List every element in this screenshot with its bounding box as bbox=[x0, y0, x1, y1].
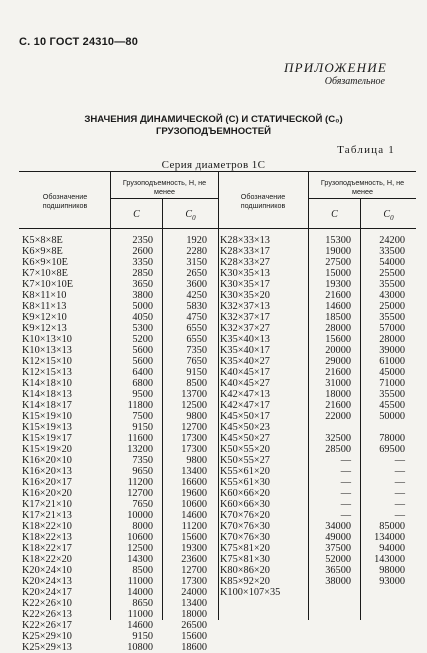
table-row bbox=[217, 466, 427, 477]
dynamic-capacity-cell: 27500 bbox=[325, 257, 351, 268]
designation-cell: K30×35×13 bbox=[220, 268, 270, 279]
dynamic-header-right: C bbox=[331, 209, 338, 220]
table-row bbox=[217, 521, 427, 532]
designation-cell: K7×10×8E bbox=[22, 268, 68, 279]
table-row bbox=[19, 620, 416, 631]
table-row bbox=[217, 444, 427, 455]
designation-cell: K5×8×8E bbox=[22, 235, 63, 246]
table-row bbox=[217, 576, 427, 587]
designation-cell: K12×15×10 bbox=[22, 356, 72, 367]
static-capacity-cell: 3150 bbox=[186, 257, 207, 268]
dynamic-capacity-cell: 11800 bbox=[127, 400, 153, 411]
designation-cell: K8×11×13 bbox=[22, 301, 67, 312]
designation-cell: K16×20×17 bbox=[22, 477, 72, 488]
designation-cell: K20×24×10 bbox=[22, 565, 72, 576]
static-capacity-cell: 4250 bbox=[186, 290, 207, 301]
static-capacity-cell: 10600 bbox=[181, 499, 207, 510]
table-row bbox=[217, 499, 427, 510]
designation-cell: K7×10×10E bbox=[22, 279, 74, 290]
designation-cell: K60×66×30 bbox=[220, 499, 270, 510]
designation-cell: K15×19×20 bbox=[22, 444, 72, 455]
series-title: Серия диаметров 1С bbox=[161, 159, 266, 171]
table-row bbox=[19, 609, 416, 620]
table-row bbox=[217, 257, 427, 268]
static-capacity-cell: 45500 bbox=[379, 400, 405, 411]
capacity-header-right: Грузоподъемность, Н, не менее bbox=[320, 178, 405, 196]
dynamic-capacity-cell: 11200 bbox=[127, 477, 153, 488]
static-capacity-cell: 98000 bbox=[379, 565, 405, 576]
static-capacity-cell: 9800 bbox=[186, 411, 207, 422]
designation-cell: K12×15×13 bbox=[22, 367, 72, 378]
dynamic-capacity-cell: 9150 bbox=[132, 422, 153, 433]
dynamic-capacity-cell: 38000 bbox=[325, 576, 351, 587]
dynamic-capacity-cell: 28000 bbox=[325, 323, 351, 334]
static-capacity-cell: 35500 bbox=[379, 312, 405, 323]
designation-cell: K28×33×27 bbox=[220, 257, 270, 268]
table-row bbox=[217, 301, 427, 312]
designation-cell: K32×37×27 bbox=[220, 323, 270, 334]
dynamic-capacity-cell: 15000 bbox=[325, 268, 351, 279]
static-capacity-cell: 45000 bbox=[379, 367, 405, 378]
designation-cell: K15×19×13 bbox=[22, 422, 72, 433]
static-capacity-cell: 12700 bbox=[181, 565, 207, 576]
table-row bbox=[217, 587, 427, 598]
dynamic-capacity-cell: 14300 bbox=[127, 554, 153, 565]
dynamic-capacity-cell: — bbox=[340, 499, 351, 510]
static-capacity-cell: 19300 bbox=[181, 543, 207, 554]
dynamic-header-left: C bbox=[133, 209, 140, 220]
static-capacity-cell: 7650 bbox=[186, 356, 207, 367]
designation-cell: K9×12×10 bbox=[22, 312, 67, 323]
static-capacity-cell: — bbox=[394, 477, 405, 488]
designation-cell: K55×61×20 bbox=[220, 466, 270, 477]
dynamic-capacity-cell: 19000 bbox=[325, 246, 351, 257]
static-header-left: $C_0$ bbox=[185, 209, 196, 222]
table-row bbox=[217, 543, 427, 554]
designation-cell: K17×21×13 bbox=[22, 510, 72, 521]
dynamic-capacity-cell: 18500 bbox=[325, 312, 351, 323]
static-capacity-cell: — bbox=[394, 499, 405, 510]
table-row bbox=[217, 290, 427, 301]
static-capacity-cell: — bbox=[394, 510, 405, 521]
designation-cell: K17×21×10 bbox=[22, 499, 72, 510]
dynamic-capacity-cell: 52000 bbox=[325, 554, 351, 565]
dynamic-capacity-cell: 6400 bbox=[132, 367, 153, 378]
designation-cell: K32×37×17 bbox=[220, 312, 270, 323]
static-capacity-cell: 143000 bbox=[374, 554, 405, 565]
static-capacity-cell: 94000 bbox=[379, 543, 405, 554]
dynamic-capacity-cell: 11000 bbox=[127, 576, 153, 587]
table-row bbox=[217, 246, 427, 257]
designation-cell: K30×35×17 bbox=[220, 279, 270, 290]
static-capacity-cell: 12700 bbox=[181, 422, 207, 433]
dynamic-capacity-cell: 32500 bbox=[325, 433, 351, 444]
dynamic-capacity-cell: 31000 bbox=[325, 378, 351, 389]
table-row bbox=[217, 532, 427, 543]
table-row bbox=[217, 488, 427, 499]
designation-cell: K35×40×27 bbox=[220, 356, 270, 367]
dynamic-capacity-cell: 12700 bbox=[127, 488, 153, 499]
static-capacity-cell: 9800 bbox=[186, 455, 207, 466]
designation-cell: K70×76×30 bbox=[220, 521, 270, 532]
table-row bbox=[217, 389, 427, 400]
static-capacity-cell: 33500 bbox=[379, 246, 405, 257]
designation-cell: K16×20×13 bbox=[22, 466, 72, 477]
table-row bbox=[217, 433, 427, 444]
dynamic-capacity-cell: 10000 bbox=[127, 510, 153, 521]
dynamic-capacity-cell: 3800 bbox=[132, 290, 153, 301]
designation-cell: K8×11×10 bbox=[22, 290, 67, 301]
dynamic-capacity-cell: — bbox=[340, 466, 351, 477]
static-capacity-cell: 28000 bbox=[379, 334, 405, 345]
static-capacity-cell: 18000 bbox=[181, 609, 207, 620]
title-line-2: ГРУЗОПОДЪЕМНОСТЕЙ bbox=[155, 126, 272, 137]
dynamic-capacity-cell: 5200 bbox=[132, 334, 153, 345]
dynamic-capacity-cell: 22000 bbox=[325, 411, 351, 422]
static-capacity-cell: 93000 bbox=[379, 576, 405, 587]
static-capacity-cell: 12500 bbox=[181, 400, 207, 411]
static-capacity-cell: 25500 bbox=[379, 268, 405, 279]
static-capacity-cell: 5830 bbox=[186, 301, 207, 312]
designation-cell: K16×20×10 bbox=[22, 455, 72, 466]
static-capacity-cell: 61000 bbox=[379, 356, 405, 367]
designation-cell: K18×22×13 bbox=[22, 532, 72, 543]
static-capacity-cell: 54000 bbox=[379, 257, 405, 268]
table-row bbox=[217, 279, 427, 290]
dynamic-capacity-cell: 28500 bbox=[325, 444, 351, 455]
dynamic-capacity-cell: 20000 bbox=[325, 345, 351, 356]
table-row bbox=[217, 268, 427, 279]
designation-cell: K50×55×20 bbox=[220, 444, 270, 455]
designation-cell: K16×20×20 bbox=[22, 488, 72, 499]
capacity-header-left: Грузоподъемность, Н, не менее bbox=[122, 178, 207, 196]
static-capacity-cell: 9150 bbox=[186, 367, 207, 378]
dynamic-capacity-cell: 21600 bbox=[325, 367, 351, 378]
designation-cell: K10×13×10 bbox=[22, 334, 72, 345]
static-capacity-cell: 16600 bbox=[181, 477, 207, 488]
designation-cell: K18×22×17 bbox=[22, 543, 72, 554]
dynamic-capacity-cell: 14600 bbox=[325, 301, 351, 312]
dynamic-capacity-cell: 37500 bbox=[325, 543, 351, 554]
table-row bbox=[217, 323, 427, 334]
static-capacity-cell: 134000 bbox=[374, 532, 405, 543]
static-capacity-cell: 35500 bbox=[379, 279, 405, 290]
static-capacity-cell: 4750 bbox=[186, 312, 207, 323]
page-header: С. 10 ГОСТ 24310—80 bbox=[19, 36, 139, 48]
title-line-1: ЗНАЧЕНИЯ ДИНАМИЧЕСКОЙ (C) И СТАТИЧЕСКОЙ (C₀) bbox=[84, 114, 343, 125]
designation-cell: K42×47×13 bbox=[220, 389, 270, 400]
table-row bbox=[19, 642, 416, 653]
static-capacity-cell: 24000 bbox=[181, 587, 207, 598]
table-row bbox=[217, 554, 427, 565]
dynamic-capacity-cell: 14000 bbox=[127, 587, 153, 598]
static-capacity-cell: 78000 bbox=[379, 433, 405, 444]
dynamic-capacity-cell: 11000 bbox=[127, 609, 153, 620]
dynamic-capacity-cell: 3650 bbox=[132, 279, 153, 290]
static-capacity-cell: 6550 bbox=[186, 323, 207, 334]
dynamic-capacity-cell: — bbox=[340, 510, 351, 521]
designation-cell: K6×9×8E bbox=[22, 246, 63, 257]
designation-cell: K18×22×20 bbox=[22, 554, 72, 565]
table-row bbox=[217, 411, 427, 422]
designation-cell: K25×29×13 bbox=[22, 642, 72, 653]
static-capacity-cell: 15600 bbox=[181, 631, 207, 642]
table-row bbox=[217, 367, 427, 378]
static-capacity-cell: — bbox=[394, 466, 405, 477]
dynamic-capacity-cell: 49000 bbox=[325, 532, 351, 543]
dynamic-capacity-cell: 18000 bbox=[325, 389, 351, 400]
dynamic-capacity-cell: 12500 bbox=[127, 543, 153, 554]
dynamic-capacity-cell: 9150 bbox=[132, 631, 153, 642]
designation-cell: K15×19×17 bbox=[22, 433, 72, 444]
static-capacity-cell: 19600 bbox=[181, 488, 207, 499]
table-row bbox=[217, 400, 427, 411]
designation-cell: K55×61×30 bbox=[220, 477, 270, 488]
static-capacity-cell: 13700 bbox=[181, 389, 207, 400]
designation-cell: K9×12×13 bbox=[22, 323, 67, 334]
designation-header-right: Обозначение подшипников bbox=[240, 192, 286, 210]
document-title bbox=[0, 114, 427, 138]
designation-cell: K32×37×13 bbox=[220, 301, 270, 312]
static-capacity-cell: 57000 bbox=[379, 323, 405, 334]
static-capacity-cell: 13400 bbox=[181, 466, 207, 477]
capacity-table bbox=[19, 171, 416, 653]
static-capacity-cell: 7350 bbox=[186, 345, 207, 356]
table-row bbox=[217, 510, 427, 521]
table-row bbox=[217, 235, 427, 246]
designation-cell: K22×26×17 bbox=[22, 620, 72, 631]
dynamic-capacity-cell: 13200 bbox=[127, 444, 153, 455]
dynamic-capacity-cell: 11600 bbox=[127, 433, 153, 444]
static-capacity-cell: 24200 bbox=[379, 235, 405, 246]
table-row bbox=[217, 334, 427, 345]
table-row bbox=[217, 565, 427, 576]
dynamic-capacity-cell: 7500 bbox=[132, 411, 153, 422]
designation-cell: K18×22×10 bbox=[22, 521, 72, 532]
dynamic-capacity-cell: 15300 bbox=[325, 235, 351, 246]
table-row bbox=[217, 455, 427, 466]
designation-cell: K10×13×13 bbox=[22, 345, 72, 356]
dynamic-capacity-cell: 4050 bbox=[132, 312, 153, 323]
dynamic-capacity-cell: 5600 bbox=[132, 345, 153, 356]
designation-cell: K100×107×35 bbox=[220, 587, 281, 598]
static-capacity-cell: 2650 bbox=[186, 268, 207, 279]
static-capacity-cell: 26500 bbox=[181, 620, 207, 631]
static-capacity-cell: 3600 bbox=[186, 279, 207, 290]
rule-capacity-split-right bbox=[308, 198, 416, 199]
table-row bbox=[19, 598, 416, 609]
designation-cell: K45×50×27 bbox=[220, 433, 270, 444]
dynamic-capacity-cell: 5600 bbox=[132, 356, 153, 367]
dynamic-capacity-cell: 9650 bbox=[132, 466, 153, 477]
static-capacity-cell: 17300 bbox=[181, 444, 207, 455]
static-capacity-cell: 6550 bbox=[186, 334, 207, 345]
designation-cell: K40×45×27 bbox=[220, 378, 270, 389]
designation-cell: K50×55×27 bbox=[220, 455, 270, 466]
static-capacity-cell: 11200 bbox=[181, 521, 207, 532]
static-capacity-cell: 15600 bbox=[181, 532, 207, 543]
designation-cell: K20×24×17 bbox=[22, 587, 72, 598]
static-capacity-cell: 39000 bbox=[379, 345, 405, 356]
static-capacity-cell: 13400 bbox=[181, 598, 207, 609]
table-number: Таблица 1 bbox=[337, 144, 395, 156]
dynamic-capacity-cell: 9500 bbox=[132, 389, 153, 400]
dynamic-capacity-cell: 15600 bbox=[325, 334, 351, 345]
designation-cell: K28×33×13 bbox=[220, 235, 270, 246]
table-row bbox=[217, 356, 427, 367]
dynamic-capacity-cell: — bbox=[340, 488, 351, 499]
dynamic-capacity-cell: 8500 bbox=[132, 565, 153, 576]
static-capacity-cell: 25000 bbox=[379, 301, 405, 312]
dynamic-capacity-cell: 14600 bbox=[127, 620, 153, 631]
designation-cell: K70×76×30 bbox=[220, 532, 270, 543]
dynamic-capacity-cell: 34000 bbox=[325, 521, 351, 532]
dynamic-capacity-cell: — bbox=[340, 455, 351, 466]
designation-cell: K28×33×17 bbox=[220, 246, 270, 257]
static-capacity-cell: 71000 bbox=[379, 378, 405, 389]
dynamic-capacity-cell: 19300 bbox=[325, 279, 351, 290]
appendix-label: ПРИЛОЖЕНИЕ bbox=[284, 60, 387, 75]
designation-cell: K70×76×20 bbox=[220, 510, 270, 521]
static-capacity-cell: 23600 bbox=[181, 554, 207, 565]
dynamic-capacity-cell: 2600 bbox=[132, 246, 153, 257]
designation-cell: K15×19×10 bbox=[22, 411, 72, 422]
dynamic-capacity-cell: 21600 bbox=[325, 290, 351, 301]
static-capacity-cell: 2280 bbox=[186, 246, 207, 257]
designation-cell: K40×45×17 bbox=[220, 367, 270, 378]
dynamic-capacity-cell: 7650 bbox=[132, 499, 153, 510]
dynamic-capacity-cell: 8000 bbox=[132, 521, 153, 532]
static-capacity-cell: 17300 bbox=[181, 433, 207, 444]
static-capacity-cell: 43000 bbox=[379, 290, 405, 301]
dynamic-capacity-cell: 10600 bbox=[127, 532, 153, 543]
designation-cell: K80×86×20 bbox=[220, 565, 270, 576]
table-row bbox=[217, 345, 427, 356]
designation-cell: K75×81×20 bbox=[220, 543, 270, 554]
appendix-note: Обязательное bbox=[324, 76, 385, 87]
table-row bbox=[217, 378, 427, 389]
static-capacity-cell: 69500 bbox=[379, 444, 405, 455]
rule-capacity-split-left bbox=[110, 198, 218, 199]
static-capacity-cell: 50000 bbox=[379, 411, 405, 422]
dynamic-capacity-cell: 21600 bbox=[325, 400, 351, 411]
designation-cell: K20×24×13 bbox=[22, 576, 72, 587]
static-capacity-cell: — bbox=[394, 455, 405, 466]
designation-cell: K75×81×30 bbox=[220, 554, 270, 565]
table-row bbox=[19, 631, 416, 642]
designation-cell: K35×40×17 bbox=[220, 345, 270, 356]
static-capacity-cell: 1920 bbox=[186, 235, 207, 246]
dynamic-capacity-cell: 10800 bbox=[127, 642, 153, 653]
static-header-right: $C_0$ bbox=[383, 209, 394, 222]
designation-cell: K35×40×13 bbox=[220, 334, 270, 345]
static-capacity-cell: 8500 bbox=[186, 378, 207, 389]
dynamic-capacity-cell: 5300 bbox=[132, 323, 153, 334]
dynamic-capacity-cell: 5000 bbox=[132, 301, 153, 312]
designation-cell: K45×50×23 bbox=[220, 422, 270, 433]
table-row bbox=[217, 477, 427, 488]
designation-cell: K22×26×10 bbox=[22, 598, 72, 609]
dynamic-capacity-cell: 2850 bbox=[132, 268, 153, 279]
dynamic-capacity-cell: 3350 bbox=[132, 257, 153, 268]
dynamic-capacity-cell: 8650 bbox=[132, 598, 153, 609]
designation-cell: K30×35×20 bbox=[220, 290, 270, 301]
designation-cell: K42×47×17 bbox=[220, 400, 270, 411]
designation-cell: K85×92×20 bbox=[220, 576, 270, 587]
static-capacity-cell: 35500 bbox=[379, 389, 405, 400]
static-capacity-cell: 85000 bbox=[379, 521, 405, 532]
dynamic-capacity-cell: 7350 bbox=[132, 455, 153, 466]
dynamic-capacity-cell: 6800 bbox=[132, 378, 153, 389]
dynamic-capacity-cell: 2350 bbox=[132, 235, 153, 246]
designation-cell: K22×26×13 bbox=[22, 609, 72, 620]
dynamic-capacity-cell: — bbox=[340, 477, 351, 488]
designation-header-left: Обозначение подшипников bbox=[42, 192, 88, 210]
designation-cell: K14×18×13 bbox=[22, 389, 72, 400]
table-row bbox=[217, 312, 427, 323]
static-capacity-cell: — bbox=[394, 488, 405, 499]
designation-cell: K25×29×10 bbox=[22, 631, 72, 642]
designation-cell: K6×9×10E bbox=[22, 257, 68, 268]
designation-cell: K14×18×17 bbox=[22, 400, 72, 411]
designation-cell: K60×66×20 bbox=[220, 488, 270, 499]
designation-cell: K45×50×17 bbox=[220, 411, 270, 422]
dynamic-capacity-cell: 29000 bbox=[325, 356, 351, 367]
dynamic-capacity-cell: 36500 bbox=[325, 565, 351, 576]
table-row bbox=[217, 422, 427, 433]
static-capacity-cell: 18600 bbox=[181, 642, 207, 653]
designation-cell: K14×18×10 bbox=[22, 378, 72, 389]
static-capacity-cell: 17300 bbox=[181, 576, 207, 587]
static-capacity-cell: 14600 bbox=[181, 510, 207, 521]
